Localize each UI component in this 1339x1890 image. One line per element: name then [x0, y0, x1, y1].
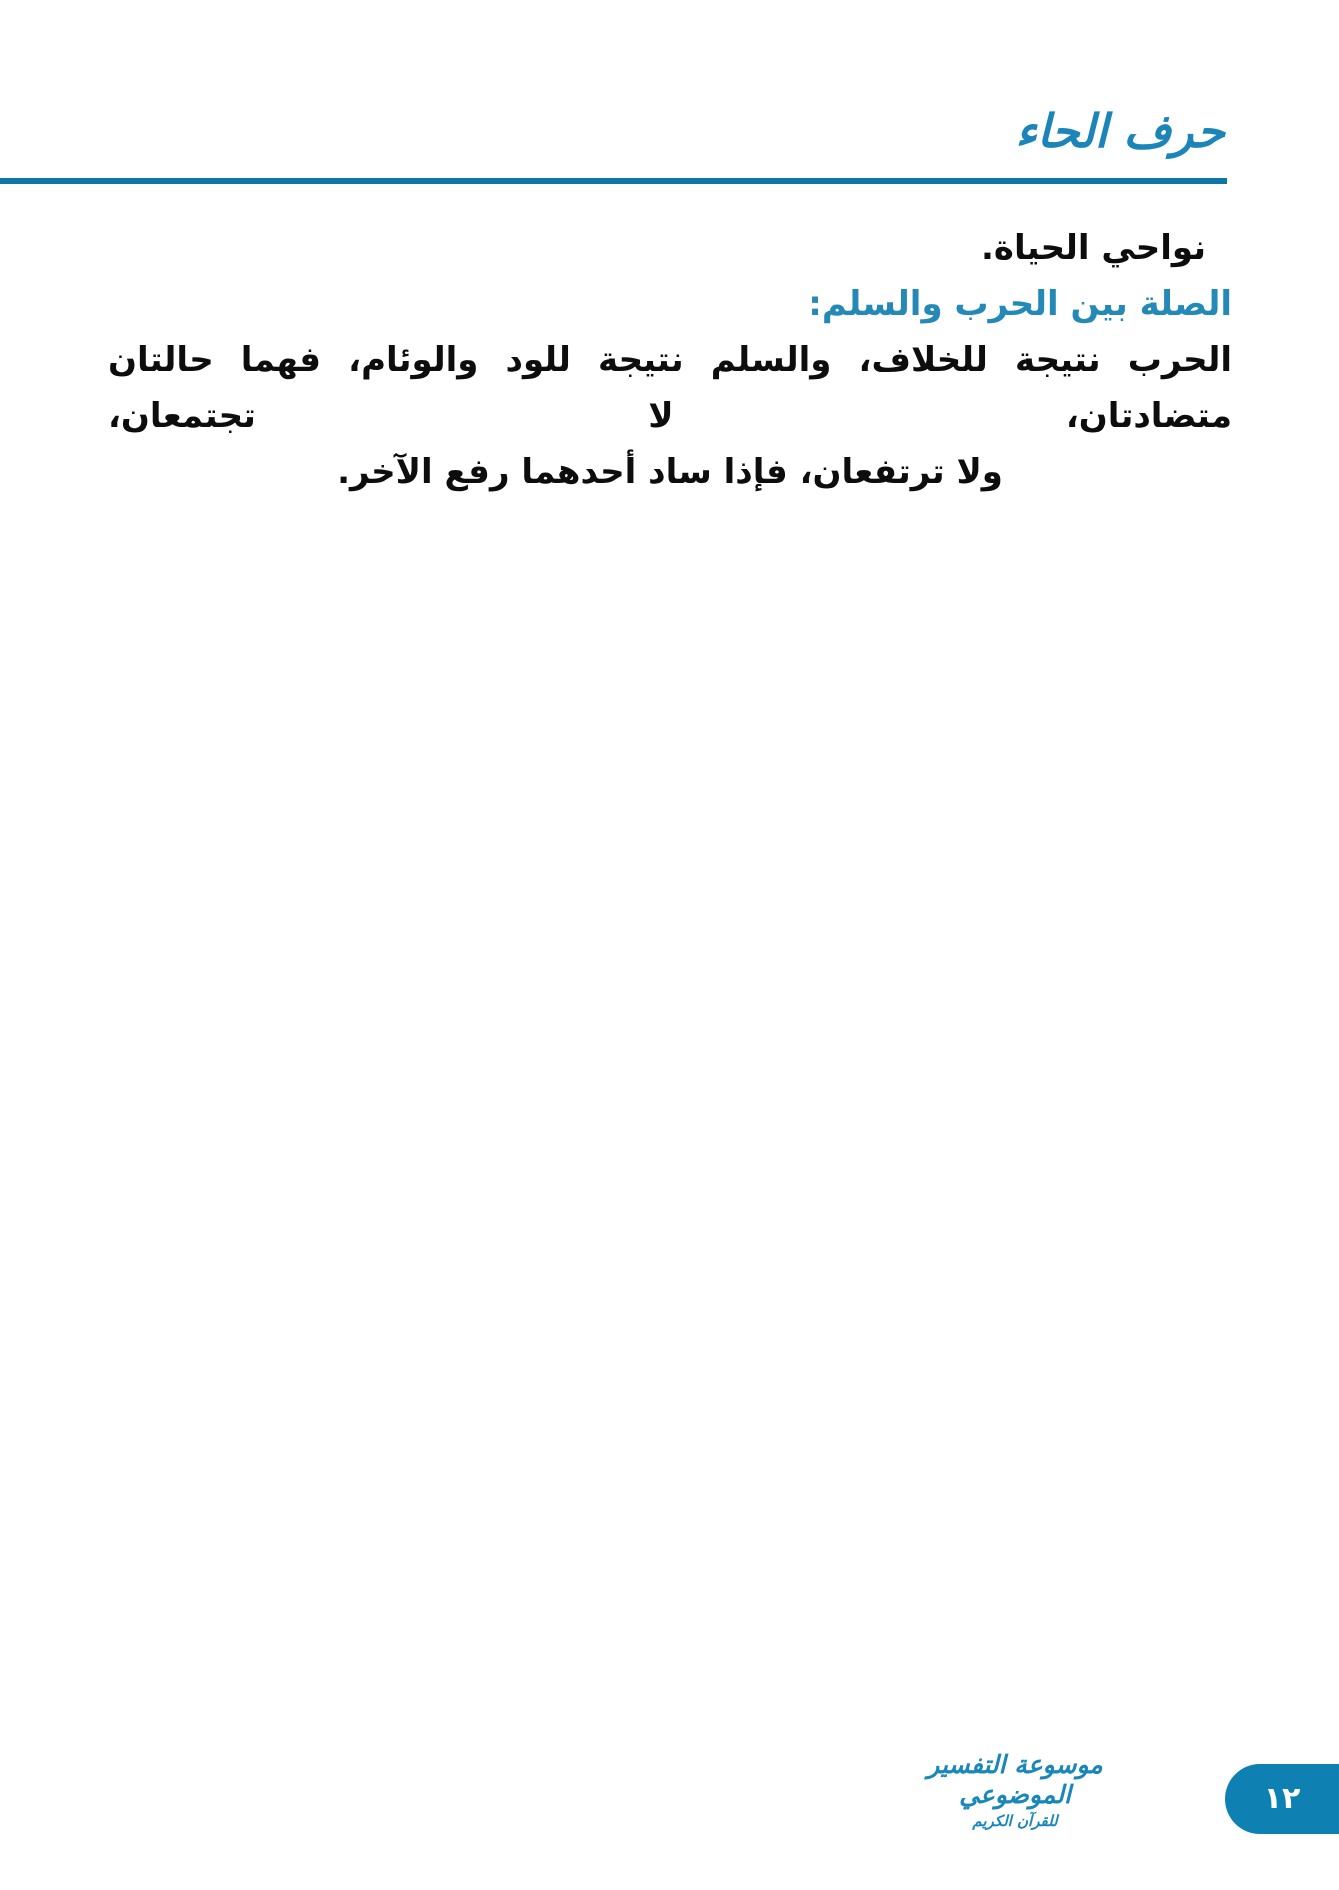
publisher-logo-subtitle: للقرآن الكريم — [972, 1812, 1058, 1830]
header-rule — [0, 178, 1227, 184]
publisher-logo — [895, 1750, 1135, 1830]
paragraph-line-2: ولا ترتفعان، فإذا ساد أحدهما رفع الآخر. — [337, 452, 1003, 492]
chapter-heading-calligraphy: حرف الحاء — [1015, 104, 1225, 158]
section-subtitle: الصلة بين الحرب والسلم: — [808, 284, 1232, 324]
intro-line: نواحي الحياة. — [980, 228, 1206, 268]
body-text-block — [108, 220, 1232, 500]
publisher-logo-title: موسوعة التفسير الموضوعي — [927, 1750, 1103, 1809]
page-number-badge — [1225, 1764, 1339, 1834]
page-number: ١٢ — [1263, 1781, 1301, 1816]
paragraph-line-1: الحرب نتيجة للخلاف، والسلم نتيجة للود والوئام، فهما حالتان متضادتان، لا تجتمعان، — [108, 340, 1232, 436]
